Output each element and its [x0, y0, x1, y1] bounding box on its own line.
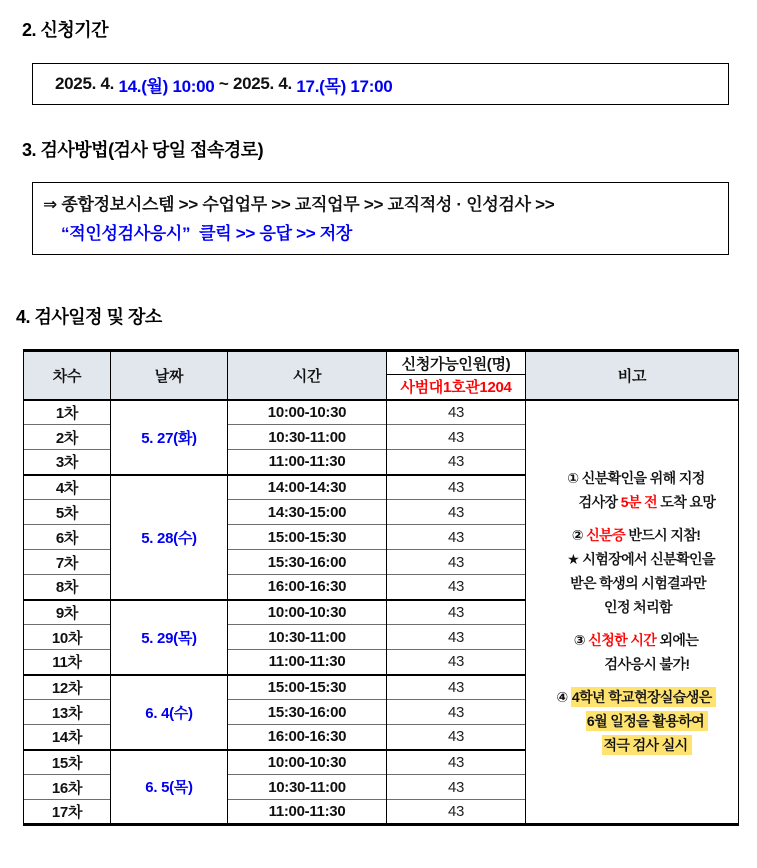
capacity-cell: 43 [387, 750, 526, 775]
table-header-row [24, 351, 739, 375]
capacity-cell: 43 [387, 425, 526, 450]
red-text: 신청한 시간 [588, 632, 657, 649]
method-click-line: “적인성검사응시” 클릭 >> 응답 >> 저장 [61, 224, 353, 243]
round-cell: 9차 [24, 600, 111, 625]
header-note: 비고 [526, 351, 739, 400]
header-time: 시간 [228, 351, 387, 400]
round-cell: 3차 [24, 450, 111, 475]
round-cell: 2차 [24, 425, 111, 450]
capacity-cell: 43 [387, 600, 526, 625]
header-date: 날짜 [111, 351, 228, 400]
method-box [32, 182, 729, 255]
round-cell: 4차 [24, 475, 111, 500]
round-cell: 17차 [24, 800, 111, 825]
section-3-heading: 3. 검사방법(검사 당일 접속경로) [22, 140, 264, 160]
capacity-cell: 43 [387, 400, 526, 425]
time-cell: 11:00-11:30 [228, 450, 387, 475]
highlighted-text: 6월 일정을 활용하여 [586, 711, 708, 731]
date-cell: 5. 28(수) [111, 475, 228, 600]
date-cell: 6. 4(수) [111, 675, 228, 750]
method-path-line: ⇒ 종합정보시스템 >> 수업업무 >> 교직업무 >> 교직적성 · 인성검사 >> [43, 195, 555, 214]
round-cell: 7차 [24, 550, 111, 575]
round-cell: 11차 [24, 650, 111, 675]
time-cell: 10:30-11:00 [228, 625, 387, 650]
capacity-cell: 43 [387, 475, 526, 500]
note-1: ① 신분확인을 위해 지정 검사장 5분 전 도착 요망 [567, 470, 716, 511]
capacity-cell: 43 [387, 450, 526, 475]
round-cell: 16차 [24, 775, 111, 800]
note-2: ② 신분증 반드시 지참! ★ 시험장에서 신분확인을 받은 학생의 시험결과만 인정 처리함 [540, 523, 732, 619]
round-cell: 13차 [24, 700, 111, 725]
time-cell: 15:00-15:30 [228, 675, 387, 700]
time-cell: 10:00-10:30 [228, 600, 387, 625]
star-line: ★ 시험장에서 신분확인을 [567, 551, 715, 568]
red-text: 신분증 [586, 527, 626, 544]
capacity-cell: 43 [387, 650, 526, 675]
round-cell: 14차 [24, 725, 111, 750]
table-row [24, 400, 739, 425]
header-capacity: 신청가능인원(명) [387, 351, 526, 375]
time-cell: 16:00-16:30 [228, 725, 387, 750]
time-cell: 14:00-14:30 [228, 475, 387, 500]
period-start: 14.(월) 10:00 [118, 76, 215, 96]
time-cell: 10:00-10:30 [228, 400, 387, 425]
header-round: 차수 [24, 351, 111, 400]
capacity-cell: 43 [387, 725, 526, 750]
capacity-cell: 43 [387, 500, 526, 525]
highlighted-text: 적극 검사 실시 [602, 735, 691, 755]
apply-period-box [32, 63, 729, 105]
round-cell: 15차 [24, 750, 111, 775]
time-cell: 16:00-16:30 [228, 575, 387, 600]
time-cell: 10:00-10:30 [228, 750, 387, 775]
time-cell: 10:30-11:00 [228, 775, 387, 800]
time-cell: 10:30-11:00 [228, 425, 387, 450]
capacity-cell: 43 [387, 700, 526, 725]
red-text: 5분 전 [620, 494, 658, 511]
remarks-notes [526, 466, 738, 757]
time-cell: 14:30-15:00 [228, 500, 387, 525]
time-cell: 11:00-11:30 [228, 650, 387, 675]
round-cell: 6차 [24, 525, 111, 550]
remarks-cell [526, 400, 739, 825]
capacity-cell: 43 [387, 625, 526, 650]
time-cell: 15:30-16:00 [228, 550, 387, 575]
schedule-table [23, 349, 739, 826]
period-prefix-2: 2025. 4. [232, 74, 297, 93]
time-cell: 15:30-16:00 [228, 700, 387, 725]
header-location: 사범대1호관1204 [387, 375, 526, 400]
date-cell: 5. 29(목) [111, 600, 228, 675]
round-cell: 1차 [24, 400, 111, 425]
time-cell: 15:00-15:30 [228, 525, 387, 550]
time-cell: 11:00-11:30 [228, 800, 387, 825]
date-cell: 5. 27(화) [111, 400, 228, 475]
round-cell: 12차 [24, 675, 111, 700]
period-end: 17.(목) 17:00 [296, 76, 393, 96]
period-prefix-1: 2025. 4. [55, 74, 119, 93]
date-cell: 6. 5(목) [111, 750, 228, 825]
capacity-cell: 43 [387, 800, 526, 825]
period-tilde: ~ [214, 74, 233, 93]
capacity-cell: 43 [387, 775, 526, 800]
highlighted-text: 4학년 학교현장실습생은 [571, 687, 716, 707]
note-4: ④ 4학년 학교현장실습생은 6월 일정을 활용하여 적극 검사 실시 [540, 685, 732, 757]
section-2-heading: 2. 신청기간 [22, 20, 109, 40]
capacity-cell: 43 [387, 675, 526, 700]
capacity-cell: 43 [387, 550, 526, 575]
capacity-cell: 43 [387, 575, 526, 600]
round-cell: 10차 [24, 625, 111, 650]
note-3: ③ 신청한 시간 외에는 검사응시 불가! [573, 632, 699, 673]
section-4-heading: 4. 검사일정 및 장소 [16, 307, 162, 327]
capacity-cell: 43 [387, 525, 526, 550]
round-cell: 5차 [24, 500, 111, 525]
round-cell: 8차 [24, 575, 111, 600]
